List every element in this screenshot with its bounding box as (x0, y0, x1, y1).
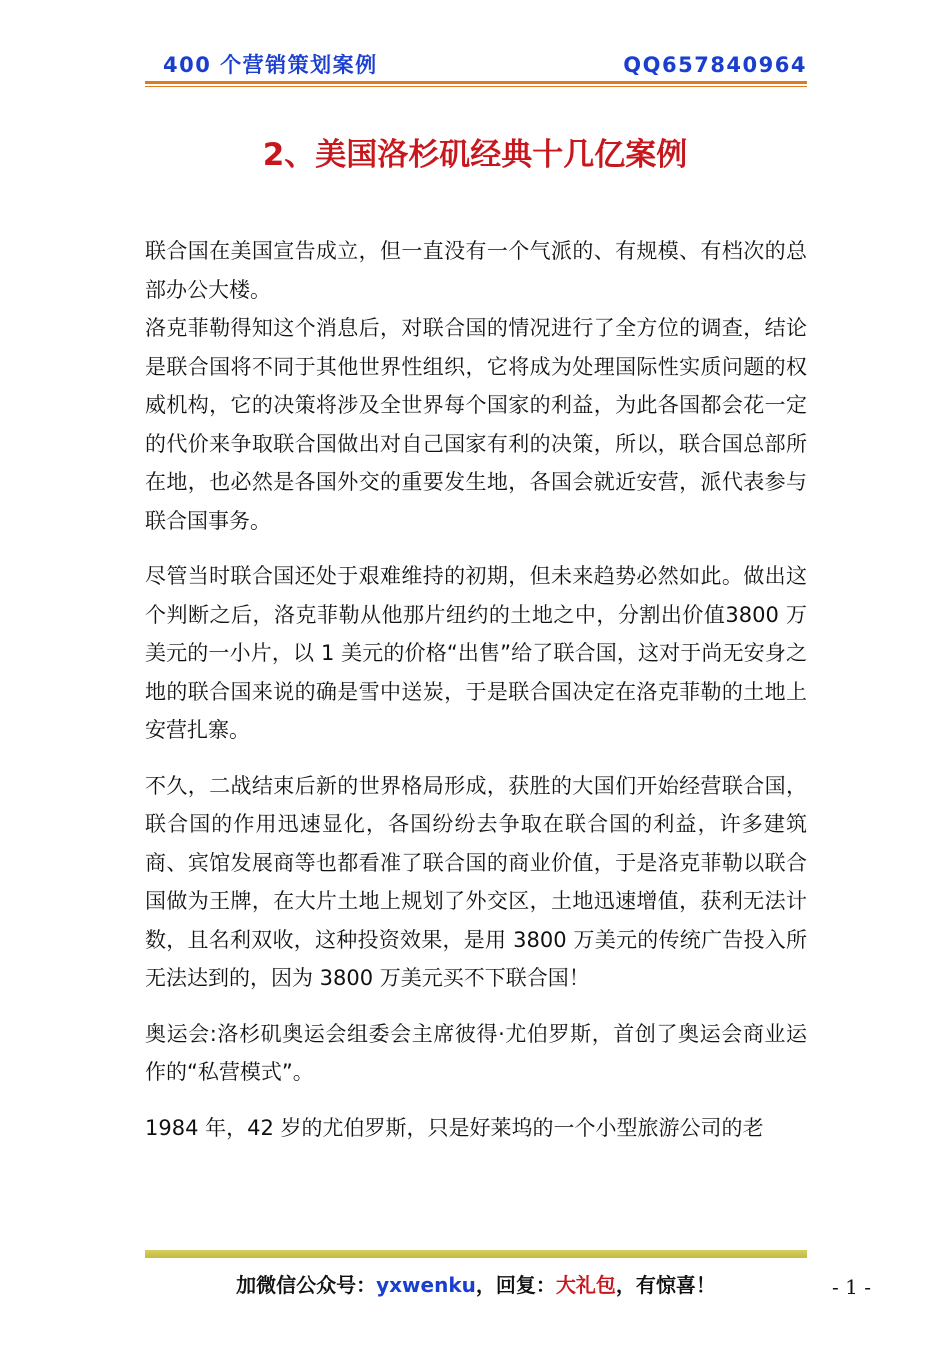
header-divider-thin (145, 86, 807, 87)
document-title: 2、美国洛杉矶经典十几亿案例 (262, 137, 688, 173)
footer-prefix: 加微信公众号： (236, 1273, 377, 1297)
body-paragraph: 1984 年，42 岁的尤伯罗斯，只是好莱坞的一个小型旅游公司的老 (145, 1115, 764, 1140)
body-paragraph: 联合国在美国宣告成立，但一直没有一个气派的、有规模、有档次的总部办公大楼。 (145, 239, 807, 302)
body-paragraph: 洛克菲勒得知这个消息后，对联合国的情况进行了全方位的调查，结论是联合国将不同于其他世界性组织，它将成为处理国际性实质问题的权威机构，它的决策将涉及全世界每个国家的利益，为此各国都会花一定的代价来争取联合国做出对自己国家有利的决策，所以，联合国总部所在地，也必然是各国外交的重要发生地，各国会就近安营，派代表参与联合国事务。 (145, 316, 807, 533)
header-qq-number: QQ657840964 (623, 53, 807, 77)
document-body (145, 232, 807, 1147)
footer-suffix: ，有惊喜！ (615, 1273, 716, 1297)
page-header (145, 50, 807, 82)
body-paragraph: 尽管当时联合国还处于艰难维持的初期，但未来趋势必然如此。做出这个判断之后，洛克菲勒从他那片纽约的土地之中，分割出价值3800 万美元的一小片，以 1 美元的价格“出售”给了联合国，这对于尚无安身之地的联合国来说的确是雪中送炭，于是联合国决定在洛克菲勒的土地上安营扎寨。 (145, 564, 807, 742)
header-series-title: 400 个营销策划案例 (163, 53, 378, 77)
footer-keyword: 大礼包 (555, 1273, 616, 1297)
body-paragraph: 不久，二战结束后新的世界格局形成，获胜的大国们开始经营联合国，联合国的作用迅速显化，各国纷纷去争取在联合国的利益，许多建筑商、宾馆发展商等也都看准了联合国的商业价值，于是洛克菲勒以联合国做为王牌，在大片土地上规划了外交区，土地迅速增值，获利无法计数，且名利双收，这种投资效果，是用 3800 万美元的传统广告投入所无法达到的，因为 3800 万美元买不下联合国！ (145, 773, 807, 990)
footer-divider-bar (145, 1250, 807, 1258)
footer-middle: ，回复： (475, 1273, 556, 1297)
body-paragraph: 奥运会:洛杉矶奥运会组委会主席彼得·尤伯罗斯，首创了奥运会商业运作的“私营模式”。 (145, 1021, 807, 1084)
page-number: - 1 - (832, 1275, 871, 1299)
footer-promo (145, 1268, 807, 1302)
footer-account-name: yxwenku (376, 1273, 476, 1297)
header-divider-thick (145, 81, 807, 84)
